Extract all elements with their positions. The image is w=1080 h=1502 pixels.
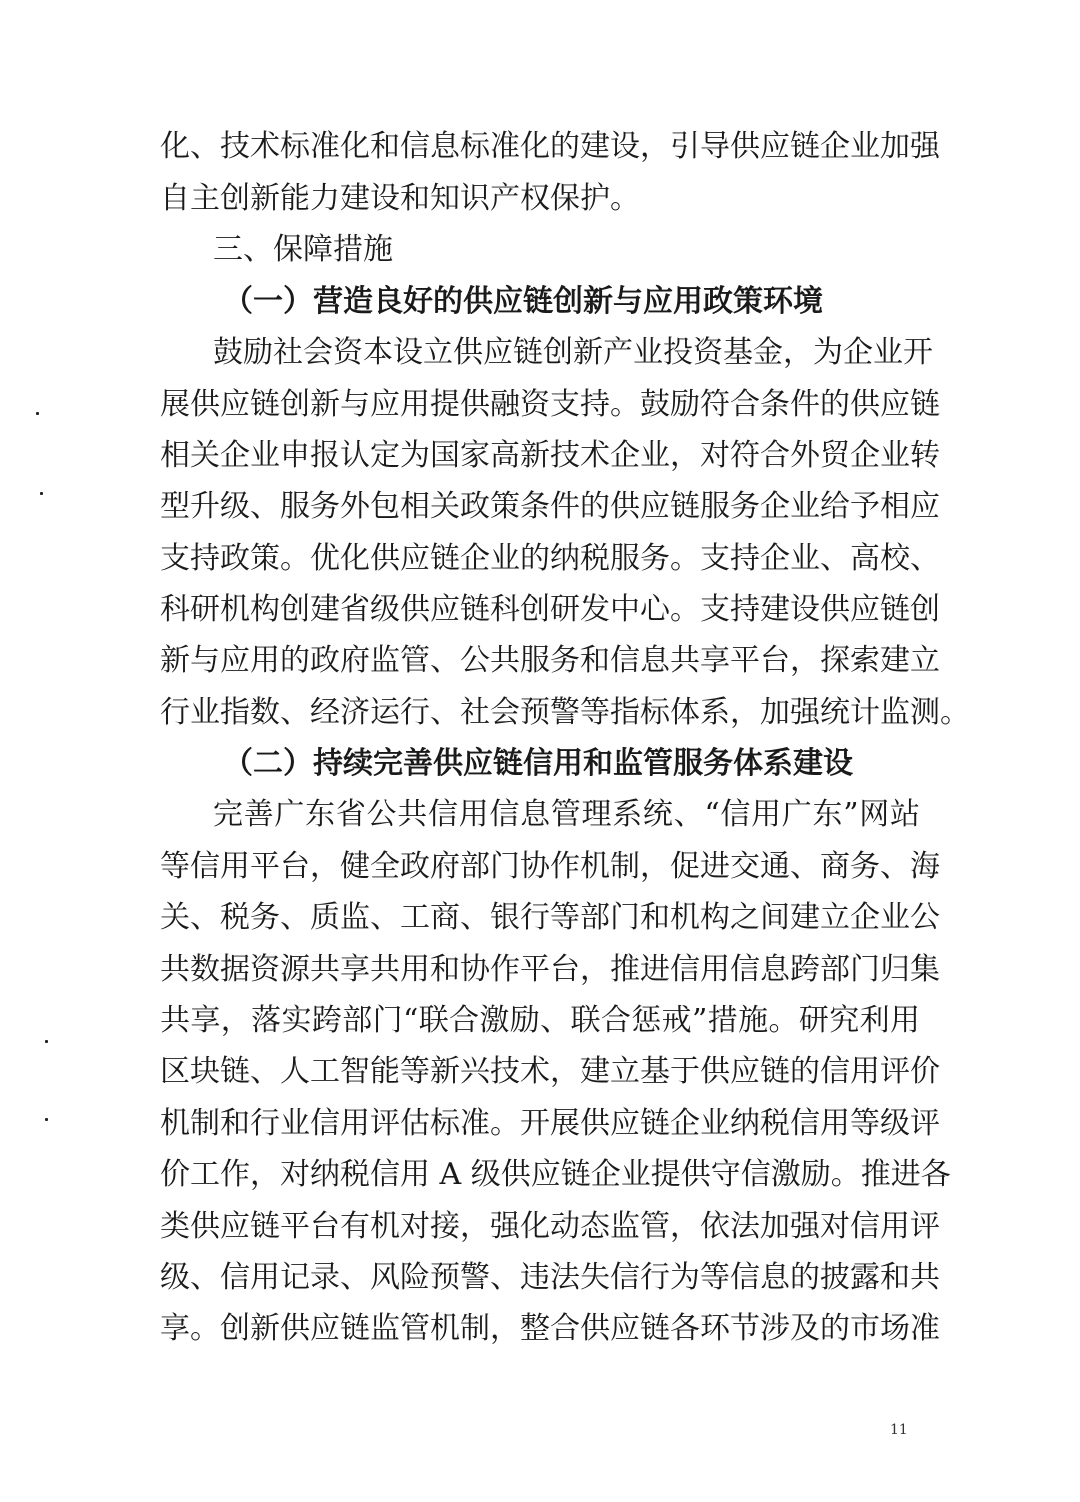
subsection-heading: （二）持续完善供应链信用和监管服务体系建设: [223, 746, 853, 781]
scan-speck: [45, 1118, 48, 1121]
body-line: 等信用平台，健全政府部门协作机制，促进交通、商务、海: [160, 849, 940, 884]
scan-speck: [40, 492, 43, 495]
body-line: 新与应用的政府监管、公共服务和信息共享平台，探索建立: [160, 643, 940, 678]
body-line: 科研机构创建省级供应链科创研发中心。支持建设供应链创: [160, 592, 940, 627]
body-line: 共数据资源共享共用和协作平台，推进信用信息跨部门归集: [160, 952, 940, 987]
body-line: 行业指数、经济运行、社会预警等指标体系，加强统计监测。: [160, 695, 970, 730]
body-line: 展供应链创新与应用提供融资支持。鼓励符合条件的供应链: [160, 387, 940, 422]
body-line: 区块链、人工智能等新兴技术，建立基于供应链的信用评价: [160, 1054, 940, 1089]
body-line: 机制和行业信用评估标准。开展供应链企业纳税信用等级评: [160, 1106, 940, 1141]
subsection-heading: （一）营造良好的供应链创新与应用政策环境: [223, 284, 823, 319]
body-line: 完善广东省公共信用信息管理系统、“信用广东”网站: [213, 797, 920, 832]
body-line: 支持政策。优化供应链企业的纳税服务。支持企业、高校、: [160, 541, 940, 576]
body-line: 鼓励社会资本设立供应链创新产业投资基金，为企业开: [213, 335, 933, 370]
scan-speck: [36, 412, 39, 415]
section-heading: 三、保障措施: [213, 232, 393, 267]
body-line: 化、技术标准化和信息标准化的建设，引导供应链企业加强: [160, 129, 940, 164]
body-line: 级、信用记录、风险预警、违法失信行为等信息的披露和共: [160, 1260, 940, 1295]
body-line: 相关企业申报认定为国家高新技术企业，对符合外贸企业转: [160, 438, 940, 473]
body-line: 自主创新能力建设和知识产权保护。: [160, 181, 640, 216]
body-line: 价工作，对纳税信用 A 级供应链企业提供守信激励。推进各: [160, 1157, 951, 1192]
page-number: 11: [890, 1422, 908, 1438]
body-line: 享。创新供应链监管机制，整合供应链各环节涉及的市场准: [160, 1311, 940, 1346]
body-line: 类供应链平台有机对接，强化动态监管，依法加强对信用评: [160, 1209, 940, 1244]
body-line: 关、税务、质监、工商、银行等部门和机构之间建立企业公: [160, 900, 940, 935]
body-line: 共享，落实跨部门“联合激励、联合惩戒”措施。研究利用: [160, 1003, 920, 1038]
scan-speck: [45, 1040, 48, 1043]
body-line: 型升级、服务外包相关政策条件的供应链服务企业给予相应: [160, 489, 940, 524]
